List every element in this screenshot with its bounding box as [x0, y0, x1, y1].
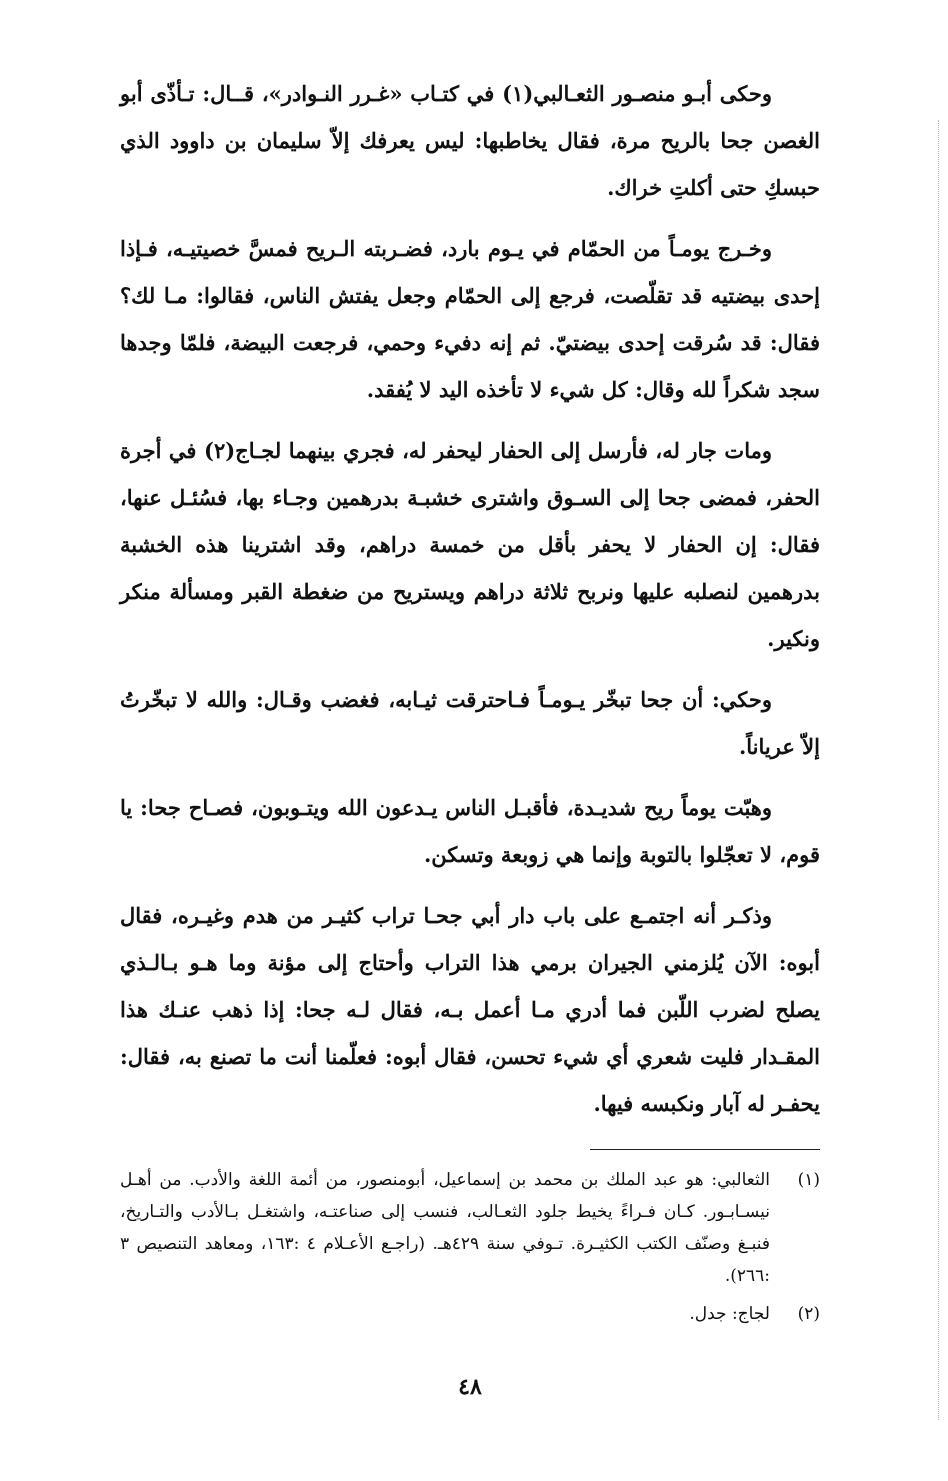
scan-edge-line	[938, 120, 940, 1420]
book-page	[120, 70, 820, 1400]
paragraph: وحكى أبـو منصـور الثعـالبي(١) في كتـاب «غـرر النـوادر»، قــال: تـأذّى أبو الغصن جحا بالريح مرة، فقال يخاطبها: ليس يعرفك إلاّ سليمان بن داوود الذي حبسكِ حتى أكلتِ خراك.	[120, 81, 820, 200]
page-number: ٤٨	[458, 1374, 482, 1400]
main-text	[120, 70, 820, 1127]
footnote-number: (٢)	[797, 1304, 820, 1324]
paragraph: وخـرج يومـاً من الحمّام في يـوم بارد، فضـربته الـريح فمسَّ خصيتيـه، فـإذا إحدى بيضتيه قد تقلّصت، فرجع إلى الحمّام وجعل يفتش الناس، فقالوا: مـا لك؟ فقال: قد سُرقت إحدى بيضتيّ. ثم إنه دفيء وحمي، فرجعت البيضة، فلمّا وجدها سجد شكراً لله وقال: كل شيء لا تأخذه اليد لا يُفقد.	[120, 236, 820, 402]
paragraph: وهبّت يوماً ريح شديـدة، فأقبـل الناس يـدعون الله ويتـوبون، فصـاح جحا: يا قوم، لا تعجّلوا بالتوبة وإنما هي زوبعة وتسكن.	[120, 795, 820, 867]
footnote-number: (١)	[797, 1170, 820, 1190]
paragraph: وذكـر أنه اجتمـع على باب دار أبي جحـا تراب كثيـر من هدم وغيـره، فقال أبوه: الآن يُلزمني الجيران برمي هذا التراب وأحتاج إلى مؤنة وما هـو بـالـذي يصلح لضرب اللّبن فما أدري مـا أعمل بـه، فقال لـه جحا: إذا ذهب عنـك هذا المقـدار فليت شعري أي شيء تحسن، فقال أبوه: فعلّمنا أنت ما تصنع به، فقال: يحفـر له آبار ونكبسه فيها.	[120, 903, 820, 1116]
footnote	[120, 1298, 820, 1330]
paragraph: ومات جار له، فأرسل إلى الحفار ليحفر له، فجري بينهما لجـاج(٢) في أجرة الحفر، فمضى جحا إلى السـوق واشترى خشبـة بدرهمين وجـاء بها، فسُئـل عنها، فقال: إن الحفار لا يحفر بأقل من خمسة دراهم، وقد اشترينا هذه الخشبة بدرهمين لنصلبه عليها ونربح ثلاثة دراهم ويستريح من ضغطة القبر ومسألة منكر ونكير.	[120, 438, 820, 651]
paragraph: وحكي: أن جحا تبخّر يـومـاً فـاحترقت ثيـابه، فغضب وقـال: والله لا تبخّرتُ إلاّ عرياناً.	[120, 687, 820, 759]
footnote-text: الثعالبي: هو عبد الملك بن محمد بن إسماعيل، أبومنصور، من أئمة اللغة والأدب. من أهـل نيسـابـور. كـان فـراءً يخيط جلود الثعـالب، فنسب إلى صناعتـه، واشتغـل بـالأدب والتـاريخ، فنبـغ وصنّف الكتب الكثيـرة. تـوفي سنة ٤٢٩هـ. (راجـع الأعـلام ٤ :١٦٣، ومعاهد التنصيص ٣ :٢٦٦).	[120, 1170, 770, 1286]
footnote-text: لجاج: جدل.	[689, 1304, 770, 1324]
footnote	[120, 1164, 820, 1292]
footnote-divider	[590, 1149, 820, 1150]
footnotes	[120, 1164, 820, 1330]
